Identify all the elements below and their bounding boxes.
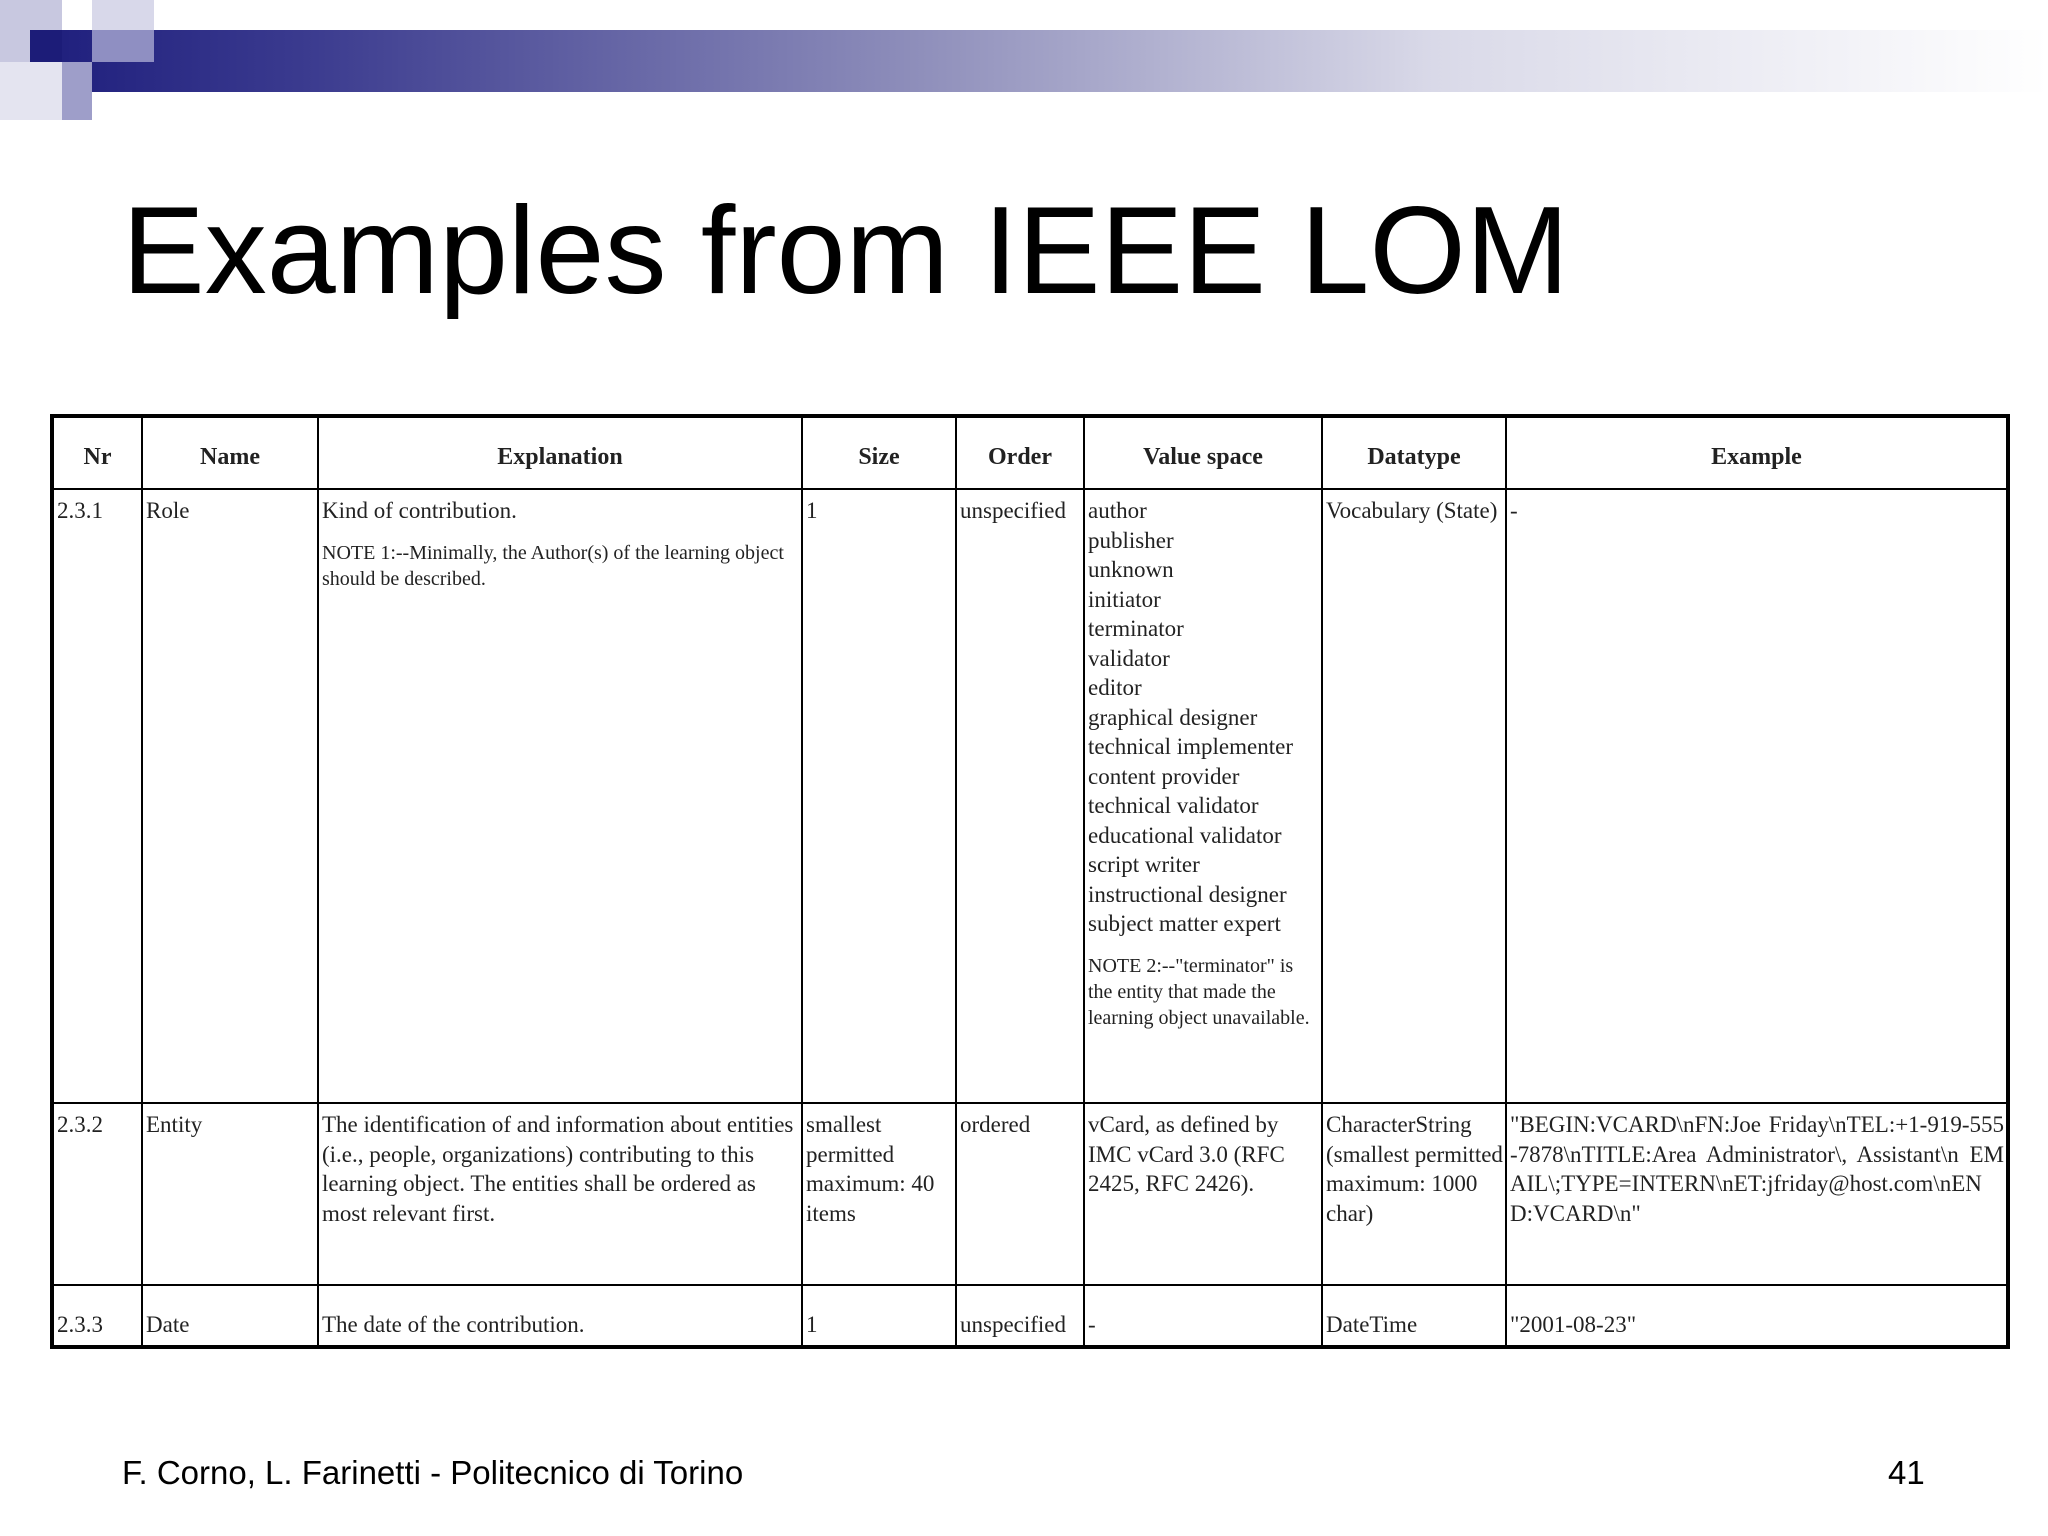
table-row (52, 1285, 2008, 1347)
logo-square-mid-2 (62, 62, 92, 120)
value-space-item: publisher (1088, 527, 1174, 553)
value-space-item: author (1088, 498, 1147, 523)
value-space-item: content provider (1088, 763, 1240, 789)
header-order: Order (956, 416, 1084, 489)
cell-example: - (1506, 489, 2008, 1103)
header-name: Name (142, 416, 318, 489)
header-example: Example (1506, 416, 2008, 489)
value-space-note: NOTE 2:--"terminator" is the entity that made the learning object unavailable. (1088, 954, 1310, 1029)
slide-title: Examples from IEEE LOM (122, 182, 1570, 320)
cell-explanation (318, 489, 802, 1103)
value-space-item: subject matter expert (1088, 911, 1281, 936)
cell-name: Role (142, 489, 318, 1103)
value-space-item: validator (1088, 645, 1170, 671)
cell-value-space (1084, 489, 1322, 1103)
logo-square-dark (30, 30, 62, 62)
cell-nr: 2.3.1 (52, 489, 142, 1103)
cell-datatype: Vocabulary (State) (1322, 489, 1506, 1103)
cell-explanation: The identification of and information about entities (i.e., people, organizations) contributing to this learning object. The entities shall be ordered as most relevant first. (318, 1103, 802, 1285)
header-gradient-band (0, 30, 2048, 92)
value-space-item: technical validator (1088, 793, 1259, 818)
cell-name: Entity (142, 1103, 318, 1285)
table-row (52, 489, 2008, 1103)
cell-datatype: CharacterString (smallest permitted maximum: 1000 char) (1322, 1103, 1506, 1285)
value-space-item: instructional designer (1088, 881, 1287, 907)
header-explanation: Explanation (318, 416, 802, 489)
value-space-item: editor (1088, 675, 1142, 700)
header-value-space: Value space (1084, 416, 1322, 489)
logo-square-mid-1 (92, 30, 154, 62)
cell-value-space: - (1084, 1285, 1322, 1347)
cell-nr: 2.3.3 (52, 1285, 142, 1347)
cell-nr: 2.3.2 (52, 1103, 142, 1285)
cell-size: 1 (802, 1285, 956, 1347)
header-nr: Nr (52, 416, 142, 489)
cell-size: smallest permitted maximum: 40 items (802, 1103, 956, 1285)
value-space-item: script writer (1088, 852, 1200, 877)
cell-example: "BEGIN:VCARD\nFN:Joe Friday\nTEL:+1-919-555-7878\nTITLE:Area Administrator\, Assistant\n EMAIL\;TYPE=INTERN\nET:jfriday@host.com\nEND:VCARD\n" (1506, 1103, 2008, 1285)
page-number: 41 (1888, 1454, 1925, 1491)
value-space-item: educational validator (1088, 822, 1282, 848)
lom-table (50, 414, 2010, 1349)
header-size: Size (802, 416, 956, 489)
cell-order: unspecified (956, 489, 1084, 1103)
value-space-item: unknown (1088, 557, 1174, 582)
table-row (52, 1103, 2008, 1285)
value-space-item: terminator (1088, 616, 1184, 641)
cell-example: "2001-08-23" (1506, 1285, 2008, 1347)
explanation-text: Kind of contribution. (322, 498, 517, 523)
cell-datatype: DateTime (1322, 1285, 1506, 1347)
cell-size: 1 (802, 489, 956, 1103)
value-space-item: technical implementer (1088, 734, 1293, 759)
cell-name: Date (142, 1285, 318, 1347)
header-datatype: Datatype (1322, 416, 1506, 489)
value-space-item: graphical designer (1088, 704, 1258, 730)
cell-order: ordered (956, 1103, 1084, 1285)
cell-explanation: The date of the contribution. (318, 1285, 802, 1347)
logo-square-light-3 (0, 62, 62, 120)
table-header-row (52, 416, 2008, 489)
explanation-note: NOTE 1:--Minimally, the Author(s) of the learning object should be described. (322, 541, 784, 590)
cell-value-space: vCard, as defined by IMC vCard 3.0 (RFC 2425, RFC 2426). (1084, 1103, 1322, 1285)
slide-footer: F. Corno, L. Farinetti - Politecnico di Torino (122, 1454, 744, 1491)
value-space-item: initiator (1088, 586, 1161, 612)
cell-order: unspecified (956, 1285, 1084, 1347)
